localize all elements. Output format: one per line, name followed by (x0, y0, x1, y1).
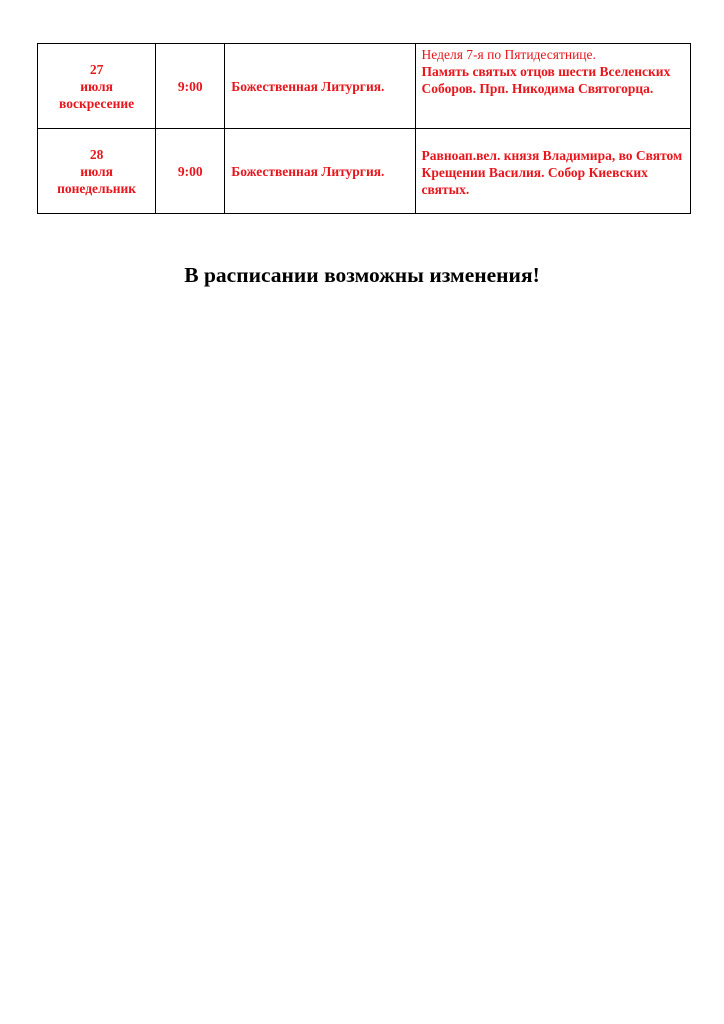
date-cell (38, 129, 156, 214)
table-row (38, 44, 691, 129)
service-name: Божественная Литургия. (225, 129, 415, 214)
commemoration-cell (415, 44, 690, 129)
service-time: 9:00 (156, 129, 225, 214)
schedule-table (37, 43, 691, 214)
commemoration-cell (415, 129, 690, 214)
date-weekday: понедельник (57, 180, 137, 196)
date-day: 27 (89, 61, 104, 77)
table-row (38, 129, 691, 214)
date-month: июля (80, 78, 113, 94)
date-day: 28 (89, 146, 104, 162)
commemoration-week: Неделя 7-я по Пятидесятнице. (421, 47, 596, 62)
service-time: 9:00 (156, 44, 225, 129)
schedule-change-notice: В расписании возможны изменения! (184, 263, 540, 287)
date-month: июля (80, 163, 113, 179)
commemoration-saints: Равноап.вел. князя Владимира, во Святом Крещении Василия. Собор Киевских святых. (421, 147, 683, 197)
date-weekday: воскресение (59, 95, 135, 111)
date-cell (38, 44, 156, 129)
commemoration-saints: Память святых отцов шести Вселенских Соборов. Прп. Никодима Святогорца. (421, 64, 671, 96)
service-name: Божественная Литургия. (225, 44, 415, 129)
